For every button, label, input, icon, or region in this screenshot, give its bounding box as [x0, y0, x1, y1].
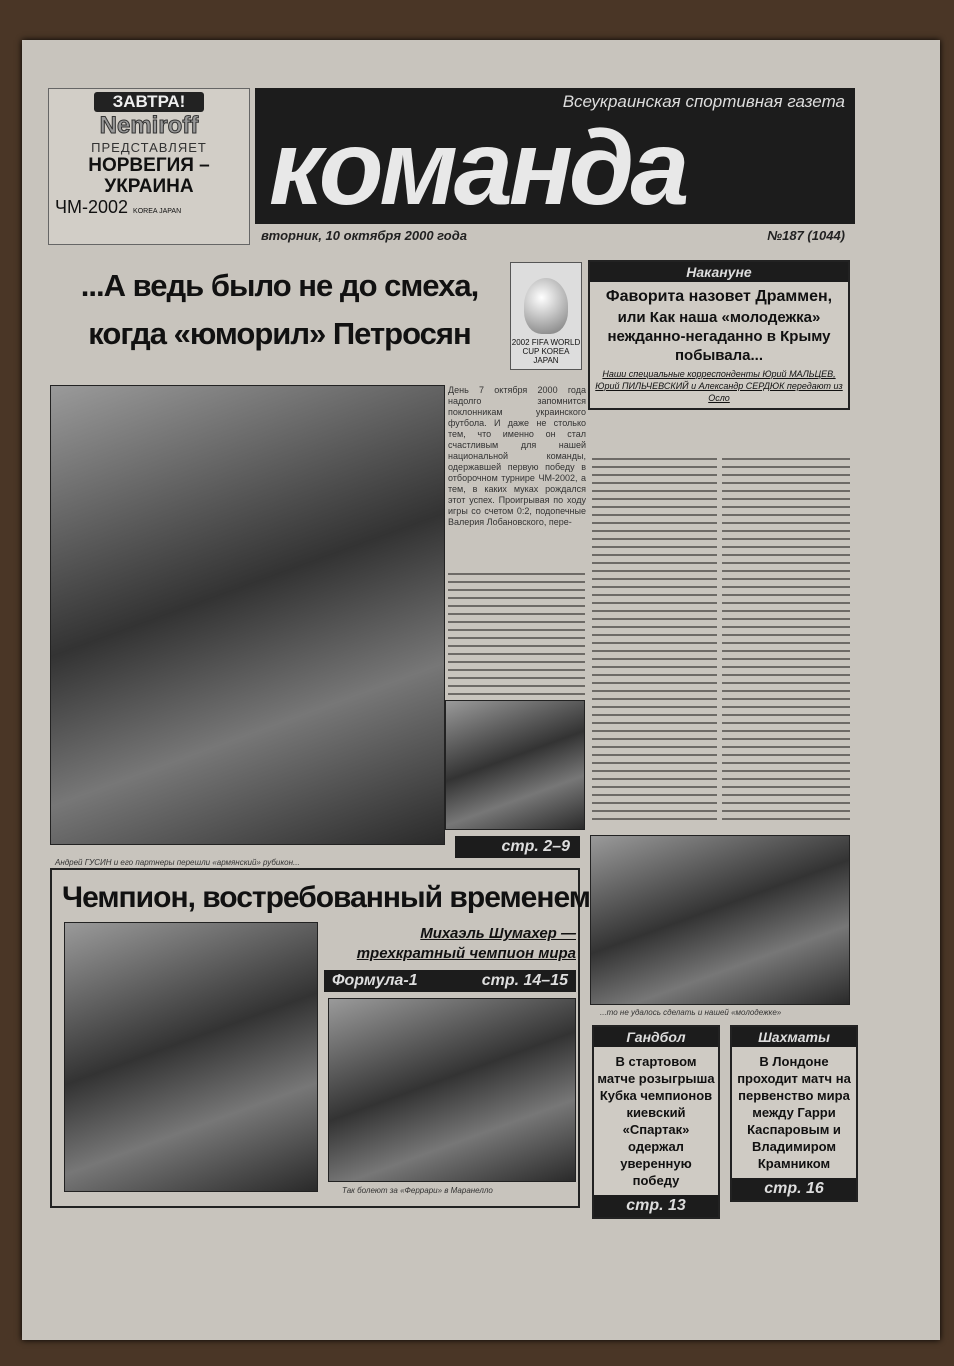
issue-number: №187 (1044) — [767, 228, 845, 243]
world-cup-logo — [510, 262, 582, 370]
schumacher-photo — [64, 922, 318, 1192]
ferrari-caption: Так болеют за «Феррари» в Маранелло — [342, 1186, 493, 1195]
formula-subtitle — [330, 924, 576, 964]
youth-team-photo — [590, 835, 850, 1005]
formula-section: Формула-1 — [332, 972, 418, 989]
promo-match-2: УКРАИНА — [104, 176, 194, 197]
chess-box — [730, 1025, 858, 1202]
handball-band: Гандбол — [594, 1027, 718, 1047]
promo-box — [48, 88, 250, 245]
lead-article-text: День 7 октября 2000 года надолго запомнится поклонникам украинского футбола. И даже не столько тем, что именно он стал счастливым для нашей национальной команды, одержавшей первую победу в отборочном турнире ЧМ-2002, а тем, в каких муках рождался этот успех. Проигрывая по ходу игры со счетом 0:2, подопечные Валерия Лобановского, пере- — [448, 385, 586, 527]
nakanune-subtitle: или Как наша «молодежка» нежданно-негаданно в Крыму побывала... — [607, 309, 831, 364]
formula-subtitle-1: Михаэль Шумахер — — [420, 925, 576, 942]
lead-page-ref: стр. 2–9 — [455, 836, 580, 858]
formula-band — [324, 970, 576, 992]
masthead — [255, 88, 855, 227]
handball-text: В стартовом матче розыгрыша Кубка чемпионов киевский «Спартак» одержал уверенную победу — [597, 1054, 715, 1188]
youth-photo-caption: ...то не удалось сделать и нашей «молодежке» — [600, 1008, 782, 1017]
lead-photo-caption: Андрей ГУСИН и его партнеры перешли «армянский» рубикон... — [55, 858, 300, 867]
lead-article-columns — [448, 570, 585, 696]
masthead-subtitle: Всеукраинская спортивная газета — [562, 92, 845, 111]
masthead-title: команда — [269, 109, 686, 227]
lead-photo — [50, 385, 445, 845]
ferrari-fans-photo — [328, 998, 576, 1182]
nakanune-byline: Наши специальные корреспонденты Юрий МАЛЬЦЕВ, Юрий ПИЛЬЧЕВСКИЙ и Александр СЕРДЮК передают из Осло — [595, 369, 843, 403]
nakanune-band: Накануне — [590, 262, 848, 282]
chess-band: Шахматы — [732, 1027, 856, 1047]
handball-box — [592, 1025, 720, 1219]
promo-event-row — [49, 197, 249, 218]
formula-title: Чемпион, востребованный временем — [62, 881, 590, 914]
nakanune-column-2 — [722, 455, 850, 823]
nakanune-title: Фаворита назовет Драммен, — [605, 288, 833, 305]
formula-subtitle-2: трехкратный чемпион мира — [356, 945, 576, 962]
promo-badge: ЗАВТРА! — [94, 92, 204, 112]
issue-date: вторник, 10 октября 2000 года — [261, 228, 467, 243]
promo-event: ЧМ-2002 — [55, 197, 129, 217]
lead-headline: ...А ведь было не до смеха, когда «юморил» Петросян — [80, 268, 479, 351]
nakanune-box — [588, 260, 850, 410]
lead-photo-extension — [445, 700, 585, 830]
handball-page-ref: стр. 13 — [594, 1195, 718, 1217]
chess-page-ref: стр. 16 — [732, 1178, 856, 1200]
promo-match-1: НОРВЕГИЯ – — [88, 155, 210, 176]
nakanune-column-1 — [592, 455, 717, 823]
world-cup-ball-icon — [524, 278, 568, 334]
promo-brand: Nemiroff — [99, 112, 199, 139]
dateline — [255, 226, 855, 246]
formula-box — [50, 868, 590, 1208]
promo-logo-text: KOREA JAPAN — [133, 208, 182, 215]
world-cup-logo-text: 2002 FIFA WORLD CUP KOREA JAPAN — [511, 338, 581, 365]
promo-presents: ПРЕДСТАВЛЯЕТ — [91, 140, 207, 155]
chess-text: В Лондоне проходит матч на первенство мира между Гарри Каспаровым и Владимиром Крамником — [737, 1054, 851, 1171]
formula-page-ref: стр. 14–15 — [481, 972, 568, 989]
